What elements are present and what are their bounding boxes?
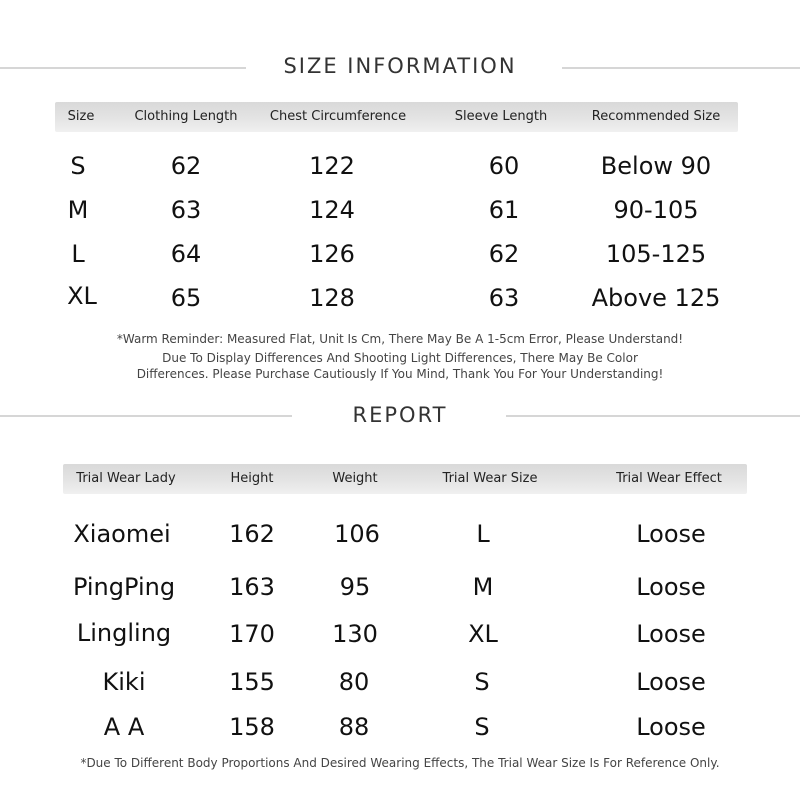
trial-effect-cell: Loose — [636, 620, 706, 648]
weight-cell: 95 — [339, 573, 371, 601]
clothing-length-cell: 63 — [170, 196, 202, 224]
height-cell: 163 — [229, 573, 275, 601]
clothing-length-cell: 62 — [170, 152, 202, 180]
header-size: Size — [67, 109, 95, 124]
header-height: Height — [230, 471, 274, 486]
header-chest-circumference: Chest Circumference — [269, 109, 407, 124]
sleeve-cell: 60 — [488, 152, 520, 180]
chest-cell: 128 — [309, 284, 355, 312]
height-cell: 155 — [229, 668, 275, 696]
chest-cell: 124 — [309, 196, 355, 224]
size-cell: M — [67, 196, 89, 224]
recommended-size-cell: Below 90 — [600, 152, 712, 180]
header-sleeve-length: Sleeve Length — [454, 109, 548, 124]
lady-name-cell: A A — [103, 713, 145, 741]
report-table-header — [63, 464, 747, 494]
sleeve-cell: 62 — [488, 240, 520, 268]
chest-cell: 126 — [309, 240, 355, 268]
lady-name-cell: Lingling — [76, 619, 172, 647]
weight-cell: 88 — [338, 713, 370, 741]
trial-effect-cell: Loose — [636, 520, 706, 548]
trial-effect-cell: Loose — [636, 668, 706, 696]
recommended-size-cell: 90-105 — [613, 196, 699, 224]
header-trial-wear-lady: Trial Wear Lady — [76, 471, 176, 486]
trial-size-disclaimer: *Due To Different Body Proportions And Desired Wearing Effects, The Trial Wear Size Is For Reference Only. — [80, 756, 720, 770]
warm-reminder-note: *Warm Reminder: Measured Flat, Unit Is Cm, There May Be A 1-5cm Error, Please Understand! — [116, 332, 684, 346]
trial-size-cell: S — [474, 713, 490, 741]
trial-size-cell: M — [472, 573, 494, 601]
trial-size-cell: XL — [468, 620, 498, 648]
header-trial-wear-size: Trial Wear Size — [442, 471, 538, 486]
header-recommended-size: Recommended Size — [591, 109, 721, 124]
trial-effect-cell: Loose — [636, 713, 706, 741]
header-trial-wear-effect: Trial Wear Effect — [616, 471, 722, 486]
trial-size-cell: S — [474, 668, 490, 696]
sleeve-cell: 63 — [488, 284, 520, 312]
lady-name-cell: Xiaomei — [73, 520, 171, 548]
size-table-header — [55, 102, 738, 132]
sleeve-cell: 61 — [488, 196, 520, 224]
size-cell: XL — [67, 282, 97, 310]
clothing-length-cell: 64 — [170, 240, 202, 268]
height-cell: 162 — [229, 520, 275, 548]
trial-effect-cell: Loose — [636, 573, 706, 601]
header-clothing-length: Clothing Length — [134, 109, 238, 124]
height-cell: 170 — [229, 620, 275, 648]
size-information-title: SIZE INFORMATION — [283, 54, 517, 78]
recommended-size-cell: Above 125 — [591, 284, 721, 312]
height-cell: 158 — [229, 713, 275, 741]
size-cell: L — [71, 240, 85, 268]
recommended-size-cell: 105-125 — [605, 240, 707, 268]
lady-name-cell: Kiki — [102, 668, 146, 696]
header-weight: Weight — [332, 471, 378, 486]
color-difference-note: Due To Display Differences And Shooting Light Differences, There May Be Color — [162, 351, 638, 365]
clothing-length-cell: 65 — [170, 284, 202, 312]
weight-cell: 80 — [338, 668, 370, 696]
purchase-caution-note: Differences. Please Purchase Cautiously If You Mind, Thank You For Your Understanding! — [136, 367, 664, 381]
weight-cell: 106 — [334, 520, 380, 548]
chest-cell: 122 — [309, 152, 355, 180]
size-cell: S — [70, 152, 86, 180]
weight-cell: 130 — [332, 620, 378, 648]
report-title: REPORT — [352, 403, 448, 427]
lady-name-cell: PingPing — [72, 573, 176, 601]
trial-size-cell: L — [476, 520, 490, 548]
